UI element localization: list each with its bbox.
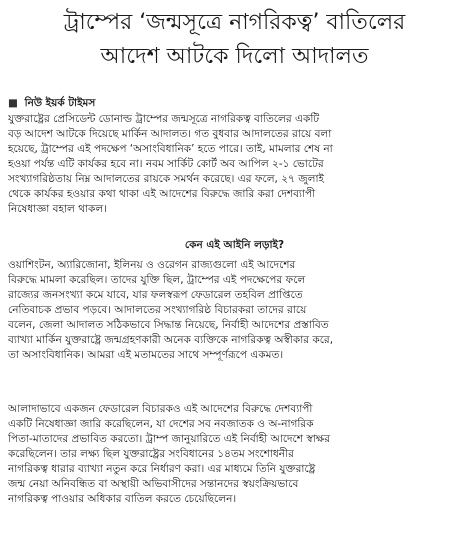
paragraph-line: সংখ্যাগরিষ্ঠতায় নিম্ন আদালতের রায়কে সমর্থন করেছে। এর ফলে, ২৭ জুলাই (8, 173, 324, 185)
paragraph-line: করেছিলেন। তার লক্ষ্য ছিল যুক্তরাষ্ট্রের সংবিধানের ১৪তম সংশোধনীর (8, 448, 294, 460)
paragraph-line: রাজ্যের জনসংখ্যা কমে যাবে, যার ফলস্বরূপ ফেডারেল তহবিল প্রাপ্তিতে (8, 289, 303, 301)
paragraph-line: নেতিবাচক প্রভাব পড়বে। আদালতের সংখ্যাগরিষ্ঠ বিচারকরা তাদের রায়ে (8, 304, 307, 316)
paragraph-line: যুক্তরাষ্ট্রের প্রেসিডেন্ট ডোনাল্ড ট্রাম্পের জন্মসূত্রে নাগরিকত্ব বাতিলের একটি (8, 113, 320, 125)
square-bullet-icon: ■ (8, 97, 18, 109)
paragraph-2 (8, 258, 460, 363)
byline (8, 96, 95, 113)
headline-line-1: ট্রাম্পের ‘জন্মসূত্রে নাগরিকত্ব’ বাতিলের (63, 10, 406, 35)
paragraph-line: হয়েছে, ট্রাম্পের এই পদক্ষেপ ‘অসাংবিধানিক’ হতে পারে। তাই, মামলার শেষ না (8, 143, 333, 155)
paragraph-line: বলেন, জেলা আদালত সঠিকভাবে সিদ্ধান্ত নিয়েছে, নির্বাহী আদেশের প্রস্তাবিত (8, 319, 329, 331)
paragraph-line: বিরুদ্ধে মামলা করেছিল। তাদের যুক্তি ছিল, ট্রাম্পের এই পদক্ষেপের ফলে (8, 274, 306, 286)
subheading: কেন এই আইনি লড়াই? (184, 239, 285, 251)
paragraph-line: ব্যাখ্যা মার্কিন যুক্তরাষ্ট্রে জন্মগ্রহণকারী অনেক ব্যক্তিকে নাগরিকত্ব অস্বীকার করে, (8, 334, 334, 346)
byline-source: নিউ ইয়র্ক টাইমস (24, 97, 96, 109)
paragraph-line: থেকে কার্যকর হওয়ার কথা থাকা এই আদেশের বিরুদ্ধে জারি করা দেশব্যাপী (8, 188, 316, 200)
paragraph-line: নাগরিকত্ব পাওয়ার অধিকার বাতিল করতে চেয়েছিলেন। (8, 493, 237, 505)
paragraph-line: আলাদাভাবে একজন ফেডারেল বিচারকও এই আদেশের বিরুদ্ধে দেশব্যাপী (8, 403, 313, 415)
paragraph-line: হওয়া পর্যন্ত এটি কার্যকর হবে না। নবম সার্কিট কোর্ট অব আপিল ২-১ ভোটের (8, 158, 324, 170)
headline (0, 6, 469, 74)
paragraph-line: ওয়াশিংটন, অ্যারিজোনা, ইলিনয় ও ওরেগন রাজ্যগুলো এই আদেশের (8, 259, 296, 271)
headline-line-2: আদেশ আটকে দিলো আদালত (100, 44, 369, 69)
paragraph-line: তা অসাংবিধানিক। আমরা এই মতামতের সাথে সম্পূর্ণরূপে একমত। (8, 349, 284, 361)
paragraph-line: জন্ম নেয়া অনিবন্ধিত বা অস্থায়ী অভিবাসীদের সন্তানদের স্বয়ংক্রিয়ভাবে (8, 478, 299, 490)
paragraph-line: পিতা-মাতাদের প্রভাবিত করতো। ট্রাম্প জানুয়ারিতে এই নির্বাহী আদেশে স্বাক্ষর (8, 433, 331, 445)
paragraph-line: নিষেধাজ্ঞা বহাল থাকল। (8, 203, 107, 215)
paragraph-1 (8, 112, 460, 217)
paragraph-3 (8, 402, 460, 507)
paragraph-line: একটি নিষেধাজ্ঞা জারি করেছিলেন, যা দেশের সব নবজাতক ও অ-নাগরিক (8, 418, 314, 430)
paragraph-line: নাগরিকত্ব ধারার ব্যাখ্যা নতুন করে নির্ধারণ করা। এর মাধ্যমে তিনি যুক্তরাষ্ট্রে (8, 463, 316, 475)
paragraph-line: বড় আদেশ আটকে দিয়েছে মার্কিন আদালত। গত বুধবার আদালতের রায়ে বলা (8, 128, 332, 140)
